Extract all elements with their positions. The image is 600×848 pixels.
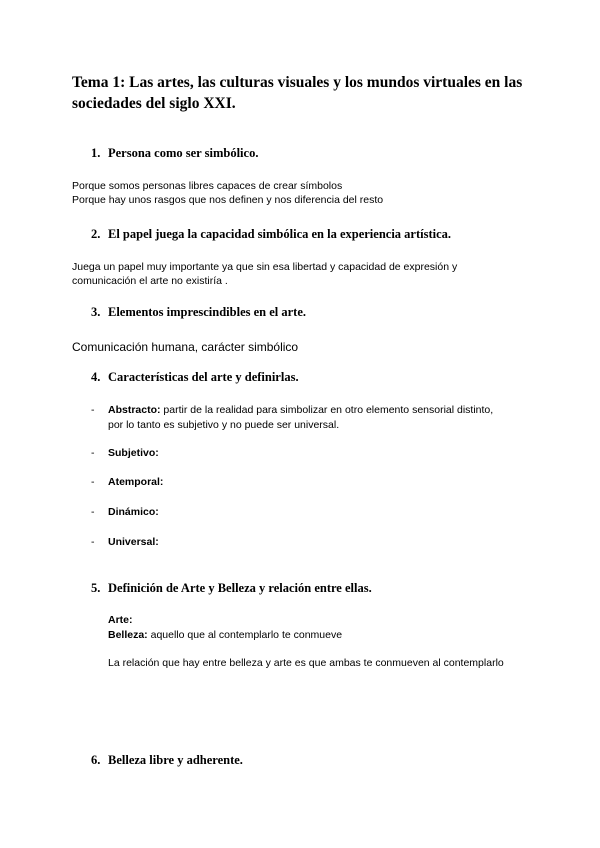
section-title: Persona como ser simbólico. <box>108 146 259 160</box>
arte-label-line <box>108 613 133 628</box>
characteristic-term: Dinámico: <box>108 506 159 518</box>
section-1-line-1: Porque somos personas libres capaces de crear símbolos <box>72 180 343 192</box>
section-title: Definición de Arte y Belleza y relación entre ellas. <box>108 581 372 595</box>
section-title: Elementos imprescindibles en el arte. <box>108 305 307 319</box>
relation-text: La relación que hay entre belleza y arte es que ambas te conmueven al contemplarlo <box>108 657 504 669</box>
section-heading-3 <box>91 305 306 320</box>
characteristic-term: Abstracto: <box>108 404 161 416</box>
section-2-line-2: comunicación el arte no existiría . <box>72 275 228 287</box>
bullet-dash: - <box>91 404 95 416</box>
characteristic-desc-line-2: por lo tanto es subjetivo y no puede ser universal. <box>108 419 340 431</box>
section-number: 4. <box>91 370 101 384</box>
characteristic-term: Subjetivo: <box>108 447 159 459</box>
section-heading-5 <box>91 581 372 596</box>
section-number: 2. <box>91 227 101 241</box>
characteristic-term: Universal: <box>108 536 159 548</box>
arte-label: Arte: <box>108 614 133 626</box>
section-title: Belleza libre y adherente. <box>108 753 243 767</box>
characteristic-term: Atemporal: <box>108 476 164 488</box>
belleza-label: Belleza: <box>108 629 148 641</box>
bullet-dash: - <box>91 506 95 518</box>
section-1-line-2: Porque hay unos rasgos que nos definen y nos diferencia del resto <box>72 194 384 206</box>
document-title: Tema 1: Las artes, las culturas visuales y los mundos virtuales en las sociedades del siglo XXI. <box>72 74 523 112</box>
section-heading-2 <box>91 227 451 242</box>
belleza-desc: aquello que al contemplarlo te conmueve <box>147 629 343 641</box>
section-number: 1. <box>91 146 101 160</box>
section-title: El papel juega la capacidad simbólica en la experiencia artística. <box>108 227 452 241</box>
section-2-line-1: Juega un papel muy importante ya que sin esa libertad y capacidad de expresión y <box>72 261 458 273</box>
section-3-text: Comunicación humana, carácter simbólico <box>72 340 299 354</box>
section-heading-6 <box>91 753 243 768</box>
section-number: 3. <box>91 305 101 319</box>
bullet-dash: - <box>91 536 95 548</box>
characteristic-desc: partir de la realidad para simbolizar en otro elemento sensorial distinto, <box>160 404 494 416</box>
section-number: 6. <box>91 753 101 767</box>
section-title: Características del arte y definirlas. <box>108 370 299 384</box>
bullet-dash: - <box>91 476 95 488</box>
characteristic-line-1 <box>108 403 493 418</box>
bullet-dash: - <box>91 447 95 459</box>
belleza-line <box>108 628 342 643</box>
section-heading-4 <box>91 370 299 385</box>
section-heading-1 <box>91 146 258 161</box>
section-number: 5. <box>91 581 101 595</box>
